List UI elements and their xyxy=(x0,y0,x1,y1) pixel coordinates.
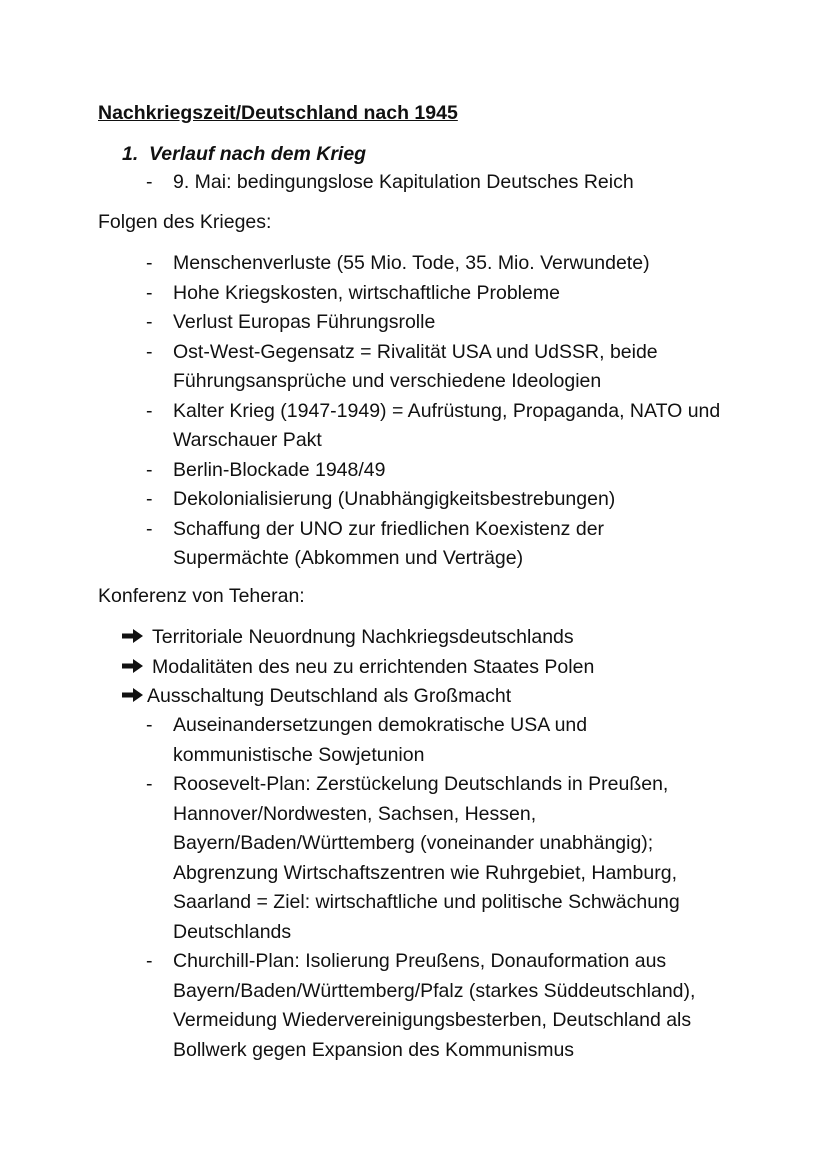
dash-bullet: - xyxy=(146,171,153,193)
right-arrow-icon xyxy=(122,687,144,703)
dash-bullet: - xyxy=(146,399,153,422)
list-item: - Berlin-Blockade 1948/49 xyxy=(146,456,786,486)
section-heading-text: Verlauf nach dem Krieg xyxy=(149,143,367,165)
right-arrow-icon xyxy=(122,658,144,674)
teheran-arrow-list xyxy=(122,623,782,712)
list-item: - Roosevelt-Plan: Zerstückelung Deutschlands in Preußen, Hannover/Nordwesten, Sachsen, Hessen, Bayern/Baden/Württemberg (voneinander unabhängig); Abgrenzung Wirtschaftszentren wie Ruhrgebiet, Hamburg, Saarland = Ziel: wirtschaftliche und politische Schwächung Deutschlands xyxy=(146,770,733,947)
list-item: - Menschenverluste (55 Mio. Tode, 35. Mio. Verwundete) xyxy=(146,249,786,279)
dash-bullet: - xyxy=(146,281,153,304)
list-item: - Churchill-Plan: Isolierung Preußens, Donauformation aus Bayern/Baden/Württemberg/Pfalz (starkes Süddeutschland), Vermeidung Wiedervereinigungsbesterben, Deutschland als Bollwerk gegen Expansion des Kommunismus xyxy=(146,947,763,1065)
folgen-list xyxy=(146,249,786,574)
arrow-list-item: Modalitäten des neu zu errichtenden Staates Polen xyxy=(122,653,782,683)
list-item: - Schaffung der UNO zur friedlichen Koexistenz der Supermächte (Abkommen und Verträge) xyxy=(146,515,653,574)
dash-bullet: - xyxy=(146,517,153,540)
document-title: Nachkriegszeit/Deutschland nach 1945 xyxy=(98,102,458,124)
dash-bullet: - xyxy=(146,714,153,736)
dash-bullet: - xyxy=(146,458,153,481)
dash-bullet: - xyxy=(146,773,153,795)
dash-bullet: - xyxy=(146,340,153,363)
list-item: - 9. Mai: bedingungslose Kapitulation Deutsches Reich xyxy=(146,168,786,198)
list-item: - Verlust Europas Führungsrolle xyxy=(146,308,786,338)
section1-list xyxy=(146,168,786,198)
list-item: - Ost-West-Gegensatz = Rivalität USA und UdSSR, beide Führungsansprüche und verschiedene Ideologien xyxy=(146,338,673,397)
right-arrow-icon xyxy=(122,628,144,644)
list-item: - Auseinandersetzungen demokratische USA und kommunistische Sowjetunion xyxy=(146,711,643,770)
list-item: - Dekolonialisierung (Unabhängigkeitsbestrebungen) xyxy=(146,485,786,515)
section-number: 1. xyxy=(122,143,139,165)
dash-bullet: - xyxy=(146,252,153,274)
teheran-heading: Konferenz von Teheran: xyxy=(98,585,305,607)
folgen-heading: Folgen des Krieges: xyxy=(98,211,272,233)
dash-bullet: - xyxy=(146,488,153,510)
list-item: - Kalter Krieg (1947-1949) = Aufrüstung, Propaganda, NATO und Warschauer Pakt xyxy=(146,397,733,456)
dash-bullet: - xyxy=(146,311,153,333)
teheran-list xyxy=(146,711,786,1065)
dash-bullet: - xyxy=(146,950,153,972)
section-heading xyxy=(122,140,366,170)
list-item: - Hohe Kriegskosten, wirtschaftliche Probleme xyxy=(146,279,786,309)
arrow-list-item: Territoriale Neuordnung Nachkriegsdeutschlands xyxy=(122,623,782,653)
arrow-list-item: Ausschaltung Deutschland als Großmacht xyxy=(122,682,782,712)
